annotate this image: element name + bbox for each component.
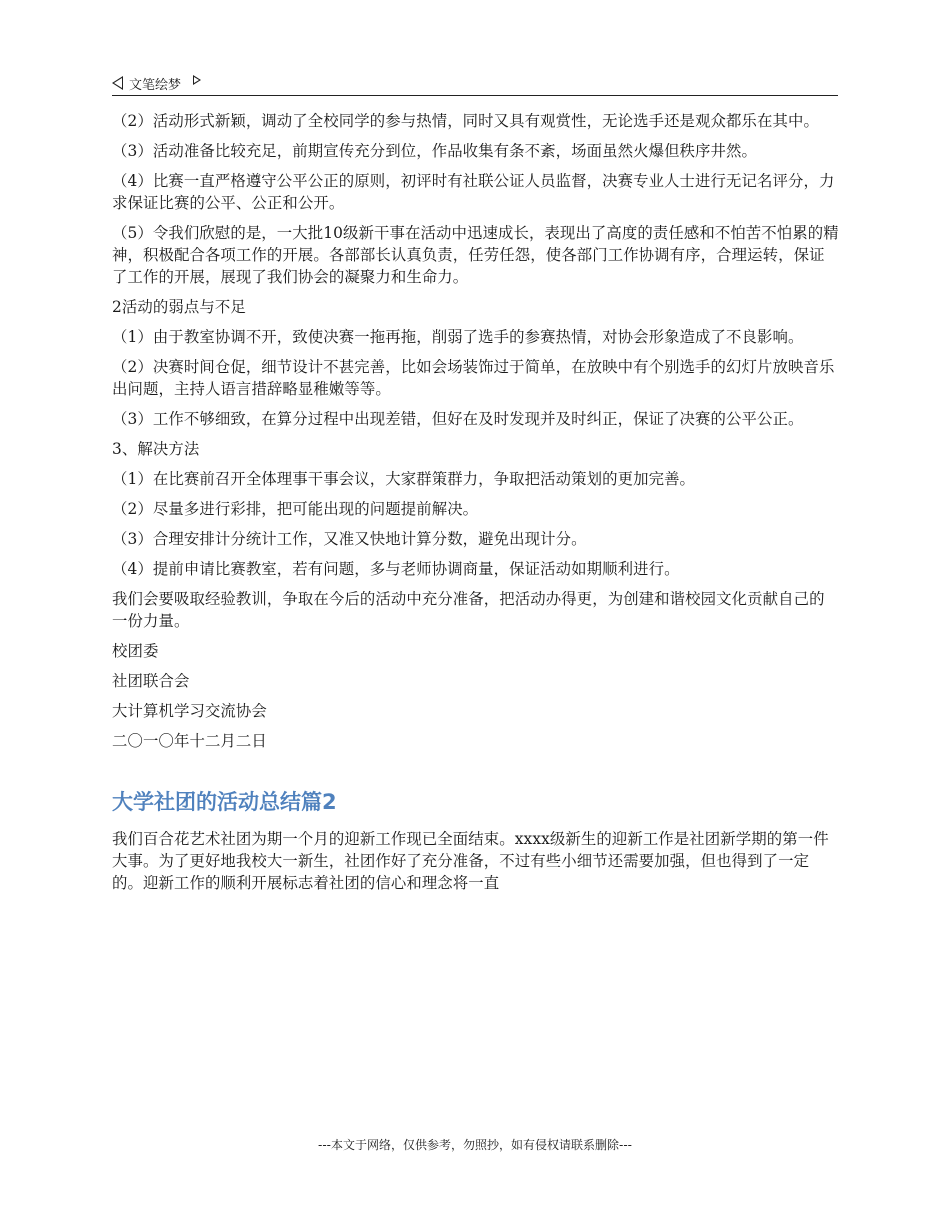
page-footer: ---本文于网络，仅供参考，勿照抄，如有侵权请联系删除--- (318, 1138, 632, 1152)
signature-line: 校团委 (112, 642, 159, 660)
paragraph: （2）活动形式新颖，调动了全校同学的参与热情，同时又具有观赏性，无论选手还是观众都乐在其中。 (112, 112, 819, 130)
paragraph: （4）比赛一直严格遵守公平公正的原则，初评时有社联公证人员监督，决赛专业人士进行无记名评分，力求保证比赛的公平、公正和公开。 (112, 172, 835, 212)
document-page (112, 0, 840, 1230)
triangle-right-icon (193, 75, 201, 85)
signature-line: 大计算机学习交流协会 (112, 702, 267, 720)
paragraph: （3）合理安排计分统计工作，又准又快地计算分数，避免出现计分。 (112, 530, 587, 548)
header-brand: 文笔绘梦 (129, 77, 182, 93)
document-body (112, 110, 840, 902)
subheading-solutions: 3、解决方法 (112, 440, 200, 458)
paragraph: （1）由于教室协调不开，致使决赛一拖再拖，削弱了选手的参赛热情，对协会形象造成了不良影响。 (112, 328, 804, 346)
signature-line: 社团联合会 (112, 672, 190, 690)
paragraph: （2）尽量多进行彩排，把可能出现的问题提前解决。 (112, 500, 479, 518)
paragraph: 我们百合花艺术社团为期一个月的迎新工作现已全面结束。xxxx级新生的迎新工作是社团新学期的第一件大事。为了更好地我校大一新生，社团作好了充分准备，不过有些小细节还需要加强，但也得到了一定的。迎新工作的顺利开展标志着社团的信心和理念将一直 (112, 830, 829, 892)
signature-date: 二〇一〇年十二月二日 (112, 732, 267, 750)
section-heading: 大学社团的活动总结篇2 (112, 790, 337, 814)
paragraph: （2）决赛时间仓促，细节设计不甚完善，比如会场装饰过于简单，在放映中有个别选手的幻灯片放映音乐出问题，主持人语言措辞略显稚嫩等等。 (112, 358, 835, 398)
subheading-weaknesses: 2活动的弱点与不足 (112, 298, 246, 316)
paragraph: 我们会要吸取经验教训，争取在今后的活动中充分准备，把活动办得更，为创建和谐校园文化贡献自己的一份力量。 (112, 590, 825, 630)
paragraph: （5）令我们欣慰的是，一大批10级新干事在活动中迅速成长，表现出了高度的责任感和不怕苦不怕累的精神，积极配合各项工作的开展。各部部长认真负责，任劳任怨，使各部门工作协调有序，合理运转，保证了工作的开展，展现了我们协会的凝聚力和生命力。 (112, 224, 839, 286)
paragraph: （3）活动准备比较充足，前期宣传充分到位，作品收集有条不紊，场面虽然火爆但秩序井然。 (112, 142, 758, 160)
paragraph: （4）提前申请比赛教室，若有问题，多与老师协调商量，保证活动如期顺利进行。 (112, 560, 680, 578)
page-header (112, 71, 838, 96)
paragraph: （3）工作不够细致，在算分过程中出现差错，但好在及时发现并及时纠正，保证了决赛的公平公正。 (112, 410, 804, 428)
paragraph: （1）在比赛前召开全体理事干事会议，大家群策群力，争取把活动策划的更加完善。 (112, 470, 696, 488)
triangle-left-icon (112, 76, 123, 90)
